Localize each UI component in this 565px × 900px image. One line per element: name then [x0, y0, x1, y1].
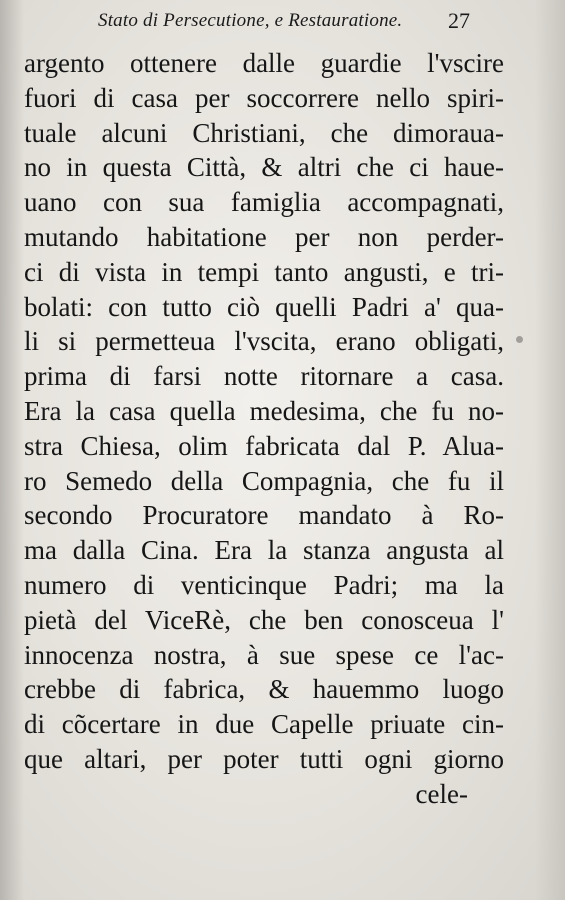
body-text	[24, 46, 504, 812]
text-line: di cõcertare in due Capelle priuate cin-	[24, 709, 504, 740]
text-line: mutando habitatione per non perder-	[24, 221, 504, 252]
text-line: secondo Procuratore mandato à Ro-	[24, 500, 504, 531]
catchword: cele-	[415, 778, 468, 809]
text-line: tuale alcuni Christiani, che dimorauа-	[24, 117, 504, 148]
text-line: uano con sua famiglia accompagnati,	[24, 187, 504, 218]
text-line: fuori di casa per soccorrere nello spiri-	[24, 82, 504, 113]
text-line: ci di vista in tempi tanto angusti, e tri-	[24, 256, 504, 287]
text-line: crebbe di fabrica, & hauemmo luogo	[24, 674, 504, 705]
text-line: no in questa Città, & altri che ci haue-	[24, 152, 504, 183]
text-line: pietà del ViceRè, che ben conosceua l'	[24, 604, 504, 635]
text-line: que altari, per poter tutti ogni giorno	[24, 743, 504, 774]
text-line: argento ottenere dalle guardie l'vscire	[24, 48, 504, 78]
page-header	[98, 4, 488, 44]
page-gutter-shadow	[0, 0, 24, 900]
text-line: prima di farsi notte ritornare a casa.	[24, 361, 504, 392]
text-line: bolati: con tutto ciò quelli Padri a' qua-	[24, 291, 504, 322]
text-line: ma dalla Cina. Era la stanza angusta al	[24, 535, 504, 566]
text-line: numero di venticinque Padri; ma la	[24, 569, 504, 600]
text-line: li si permetteua l'vscita, erano obligati,	[24, 326, 504, 357]
page-edge-shadow	[535, 0, 565, 900]
text-line: innocenza nostra, à sue spese ce l'ac-	[24, 639, 504, 670]
text-line: Era la casa quella medesima, che fu no-	[24, 395, 504, 426]
running-head: Stato di Persecutione, e Restauratione.	[98, 10, 403, 31]
text-line: ro Semedo della Compagnia, che fu il	[24, 465, 504, 496]
text-line: stra Chiesa, olim fabricata dal P. Aluа-	[24, 430, 504, 461]
page-number: 27	[448, 8, 470, 33]
ink-spot	[516, 336, 523, 343]
